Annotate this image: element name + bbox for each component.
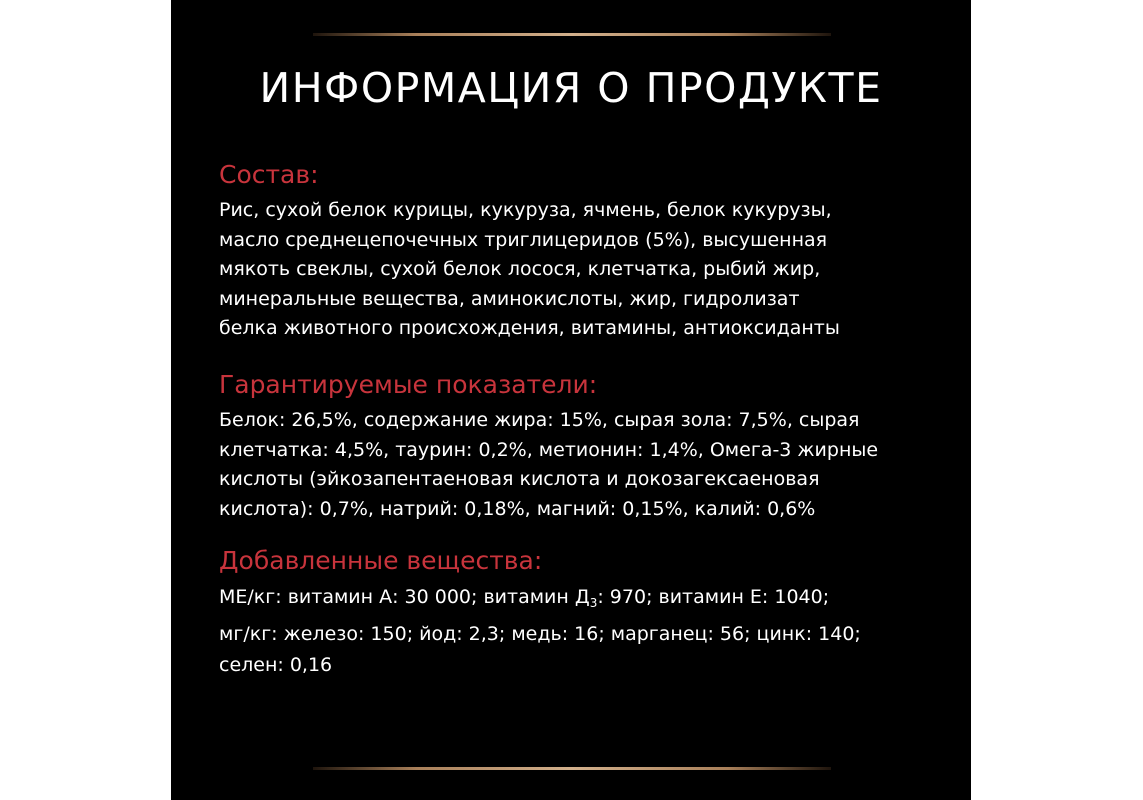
composition-line: минеральные вещества, аминокислоты, жир, гидролизат [219,287,800,310]
composition-line: белка животного происхождения, витамины, антиоксиданты [219,317,840,339]
additives-heading: Добавленные вещества: [219,546,543,575]
product-info-panel [171,0,971,800]
top-divider [313,33,831,36]
guaranteed-text [219,406,939,524]
composition-section [219,158,939,344]
composition-line: масло среднецепочечных триглицеридов (5%), высушенная [219,228,828,251]
composition-line: мякоть свеклы, сухой белок лосося, клетчатка, рыбий жир, [219,258,821,280]
additives-line: селен: 0,16 [219,654,333,676]
guaranteed-section [219,368,939,524]
additives-text [219,582,939,681]
page-title: ИНФОРМАЦИЯ О ПРОДУКТЕ [259,64,883,112]
guaranteed-line: Белок: 26,5%, содержание жира: 15%, сырая зола: 7,5%, сырая [219,409,860,431]
vitamin-d-subscript: 3 [589,596,598,610]
composition-text [219,196,939,344]
additives-line1-start: МЕ/кг: витамин А: 30 000; витамин Д [219,586,590,608]
additives-line: мг/кг: железо: 150; йод: 2,3; медь: 16; марганец: 56; цинк: 140; [219,623,861,645]
additives-section [219,544,939,681]
guaranteed-line: клетчатка: 4,5%, таурин: 0,2%, метионин: 1,4%, Омега-3 жирные [219,438,879,461]
guaranteed-line: кислота): 0,7%, натрий: 0,18%, магний: 0,15%, калий: 0,6% [219,497,816,520]
bottom-divider [313,767,831,770]
guaranteed-heading: Гарантируемые показатели: [219,370,598,399]
additives-line [219,582,939,619]
composition-heading: Состав: [219,160,319,189]
additives-line1-end: : 970; витамин Е: 1040; [597,586,830,608]
composition-line: Рис, сухой белок курицы, кукуруза, ячмень, белок кукурузы, [219,199,832,221]
guaranteed-line: кислоты (эйкозапентаеновая кислота и докозагексаеновая [219,468,820,490]
